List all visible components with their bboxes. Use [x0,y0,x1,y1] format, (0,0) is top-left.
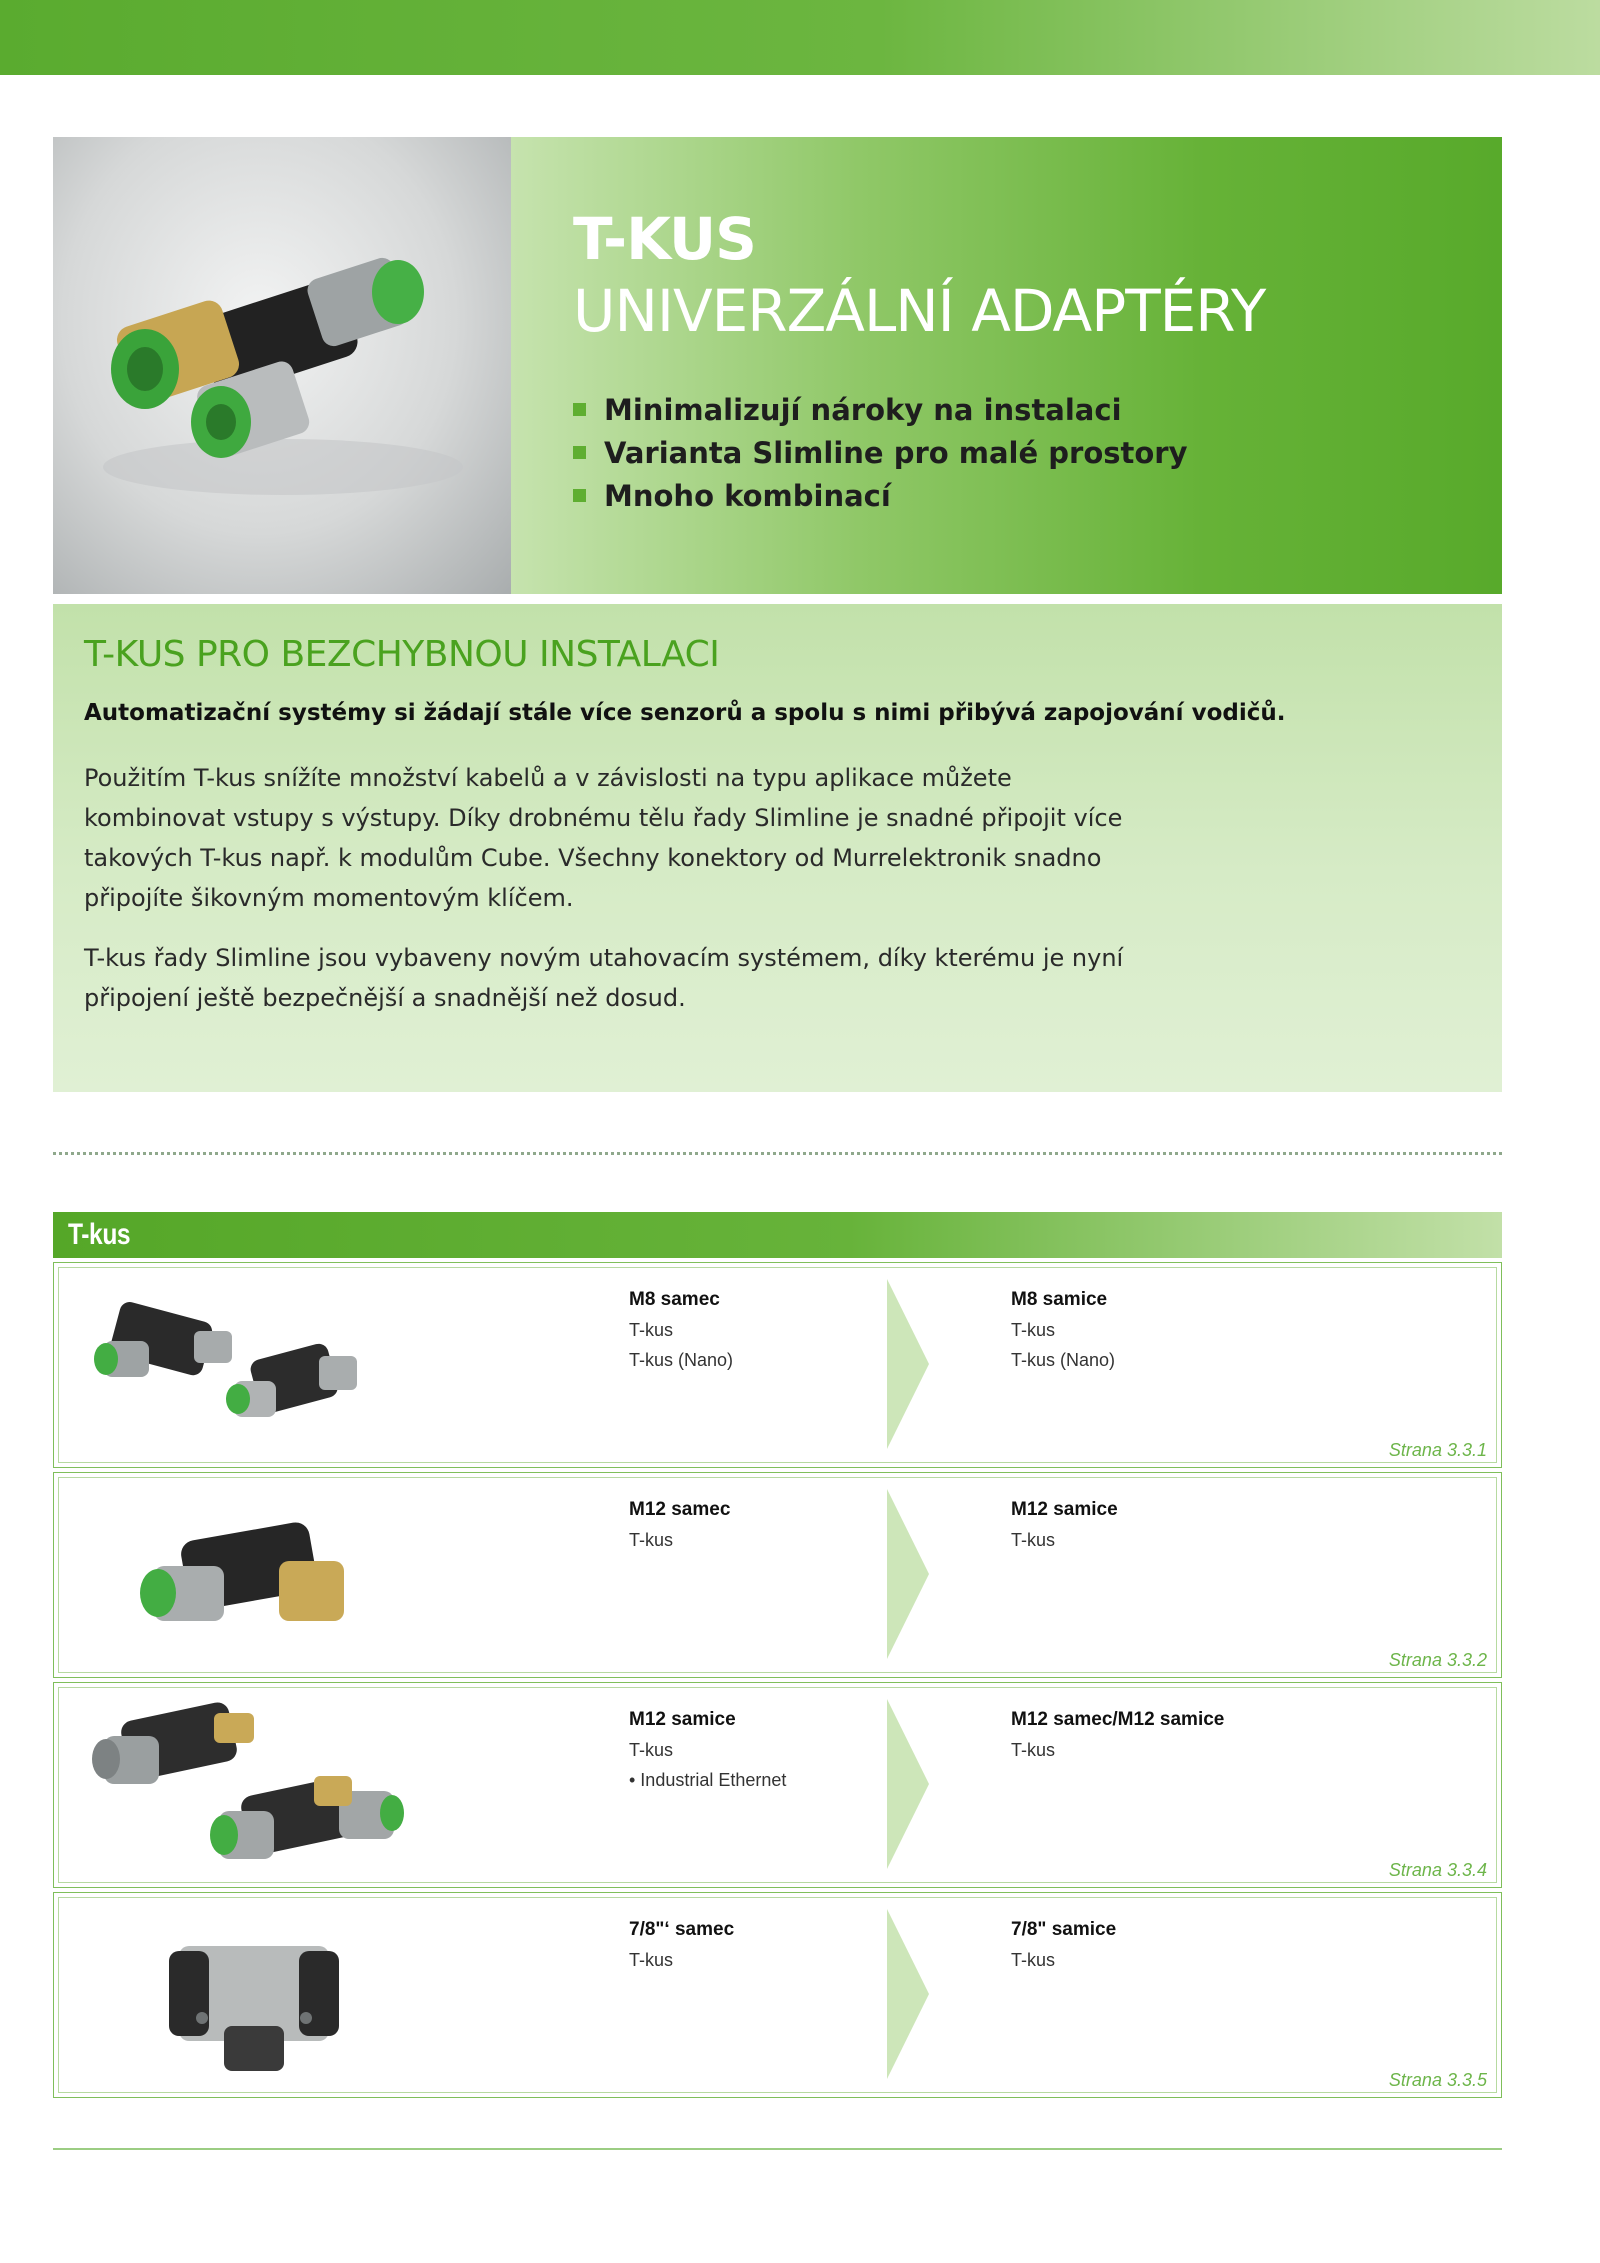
right-column [1011,1285,1115,1375]
m8-t-connector-image [74,1271,434,1461]
variant-label: T-kus [1011,1950,1056,1970]
variant-label: T-kus [629,1740,674,1760]
page-reference: Strana 3.3.2 [1388,1650,1487,1670]
table-header [53,1212,1502,1258]
right-column [1011,1495,1118,1555]
m12-ethernet-t-connector-image [74,1691,434,1881]
connector-type-label: M8 samec [629,1289,720,1310]
variant-label: T-kus [1011,1740,1056,1760]
hero-title: T-KUS [573,205,756,273]
connector-type-label: M12 samice [1011,1499,1118,1520]
hero-bullet [573,388,1188,431]
connector-type-label: M12 samec [629,1499,731,1520]
hero-bullet-text: Varianta Slimline pro malé prostory [604,435,1188,470]
variant-label: T-kus [1011,1530,1056,1550]
intro-paragraph: T-kus řady Slimline jsou vybaveny novým utahovacím systémem, díky kterému je nyní připojení ještě bezpečnější a snadnější než dosud. [84,944,1124,1012]
table-row [53,1472,1502,1678]
right-column [1011,1705,1224,1765]
variant-label: T-kus (Nano) [1011,1350,1116,1370]
m12-t-connector-image [74,1481,434,1671]
seven-eighths-t-connector-image [74,1901,434,2091]
connector-type-label: 7/8"‘ samec [629,1919,735,1940]
intro-lead: Automatizační systémy si žádají stále více senzorů a spolu s nimi přibývá zapojování vodičů. [84,700,1286,726]
hero-product-photo [53,137,511,594]
bullet-square-icon [573,403,586,416]
connector-type-label: M12 samice [629,1709,736,1730]
hero-bullet [573,474,1188,517]
table-row [53,1262,1502,1468]
t-connector-image [53,137,511,594]
left-column [629,1915,734,1975]
variant-label: • Industrial Ethernet [629,1770,787,1790]
chevron-right-icon [887,1489,929,1659]
table-heading: T-kus [68,1218,131,1251]
variant-label: T-kus (Nano) [629,1350,734,1370]
hero-bullet [573,431,1188,474]
hero-bullet-list [573,388,1188,517]
chevron-right-icon [887,1279,929,1449]
variant-label: T-kus [629,1950,674,1970]
right-column [1011,1915,1116,1975]
page-reference: Strana 3.3.1 [1388,1440,1487,1460]
bullet-square-icon [573,489,586,502]
dotted-divider [53,1152,1502,1155]
chevron-right-icon [887,1909,929,2079]
bullet-square-icon [573,446,586,459]
left-column [629,1285,733,1375]
table-row [53,1892,1502,2098]
chevron-right-icon [887,1699,929,1869]
bottom-divider [53,2148,1502,2150]
variant-label: T-kus [1011,1320,1056,1340]
top-banner [0,0,1600,75]
intro-paragraph: Použitím T-kus snížíte množství kabelů a v závislosti na typu aplikace můžete kombinovat vstupy s výstupy. Díky drobnému tělu řady Slimline je snadné připojit více takových T-kus např. k modulům Cube. Všechny konektory od Murrelektronik snadno připojíte šikovným momentovým klíčem. [84,764,1123,912]
page-reference: Strana 3.3.4 [1388,1860,1487,1880]
page-reference: Strana 3.3.5 [1388,2070,1487,2090]
intro-heading: T-KUS PRO BEZCHYBNOU INSTALACI [84,634,720,675]
variant-label: T-kus [629,1530,674,1550]
hero-subtitle: UNIVERZÁLNÍ ADAPTÉRY [573,277,1266,345]
connector-type-label: 7/8" samice [1011,1919,1117,1940]
variant-label: T-kus [629,1320,674,1340]
connector-type-label: M12 samec/M12 samice [1011,1709,1225,1730]
left-column [629,1495,730,1555]
connector-type-label: M8 samice [1011,1289,1108,1310]
hero-bullet-text: Mnoho kombinací [604,478,891,513]
table-row [53,1682,1502,1888]
left-column [629,1705,786,1795]
hero-bullet-text: Minimalizují nároky na instalaci [604,392,1122,427]
